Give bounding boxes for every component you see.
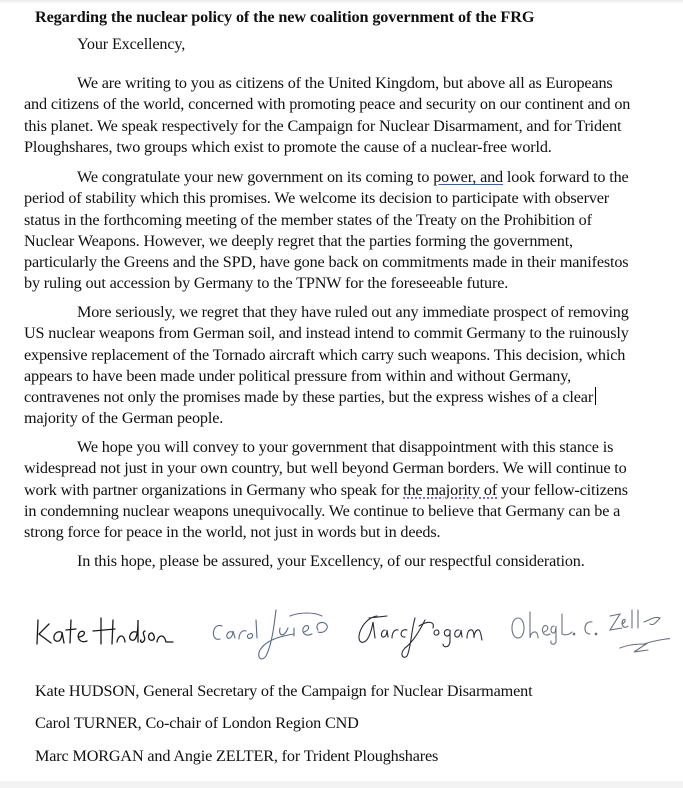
text-line: particularly the Greens and the SPD, have gone back on commitments made in their manifestos xyxy=(24,253,629,272)
paragraph-1 xyxy=(24,73,664,158)
text-line: Ploughshares, two groups which exist to promote the cause of a nuclear-free world. xyxy=(24,137,552,156)
page-bottom-edge xyxy=(0,781,683,788)
text-line: widespread not just in your own country, but well beyond German borders. We will continue to xyxy=(24,459,627,478)
text-segment: We congratulate your new government on its coming to xyxy=(77,168,434,186)
signatory-3: Marc MORGAN and Angie ZELTER, for Trident Ploughshares xyxy=(35,747,439,765)
text-segment: work with partner organizations in Germany who speak for xyxy=(24,480,404,499)
text-cursor xyxy=(595,387,596,405)
text-line: appears to have been made under political pressure from within and without Germany, xyxy=(24,366,572,385)
signature-carol-turner xyxy=(210,606,355,664)
text-segment: your fellow-citizens xyxy=(497,480,628,499)
text-line: by ruling out accession by Germany to the TPNW for the foreseeable future. xyxy=(24,274,509,293)
paragraph-2 xyxy=(24,167,664,295)
text-line: period of stability which this promises. We welcome its decision to participate with observer xyxy=(24,189,610,208)
signature-marc-morgan xyxy=(355,608,495,662)
salutation-text: Your Excellency, xyxy=(77,35,186,53)
text-line xyxy=(24,167,664,188)
text-segment: look forward to the xyxy=(503,168,629,186)
text-line xyxy=(24,480,664,501)
text-line: strong force for peace in the world, not just in words but in deeds. xyxy=(24,523,441,542)
signature-angie-zelter xyxy=(510,604,670,664)
salutation xyxy=(24,34,664,55)
text-segment: contravenes not only the promises made by these parties, but the express wishes of a clear xyxy=(24,388,594,407)
paragraph-3 xyxy=(24,302,664,430)
text-line: status in the forthcoming meeting of the member states of the Treaty on the Prohibition of xyxy=(24,210,592,229)
text-line: Nuclear Weapons. However, we deeply regret that the parties forming the government, xyxy=(24,231,573,250)
signatures-row xyxy=(30,604,670,664)
closing xyxy=(24,551,664,572)
text-line xyxy=(24,387,664,408)
text-line: We are writing to you as citizens of the United Kingdom, but above all as Europeans xyxy=(77,74,613,92)
style-suggestion[interactable]: the majority of xyxy=(403,480,498,499)
closing-text: In this hope, please be assured, your Excellency, of our respectful consideration. xyxy=(77,552,585,570)
text-line: majority of the German people. xyxy=(24,409,224,428)
text-line: US nuclear weapons from German soil, and instead intend to commit Germany to the ruinously xyxy=(24,324,629,343)
text-line: expensive replacement of the Tornado aircraft which carry such weapons. This decision, which xyxy=(24,345,626,364)
text-line: We hope you will convey to your government that disappointment with this stance is xyxy=(77,438,614,456)
text-line: and citizens of the world, concerned with promoting peace and security on our continent and on xyxy=(24,95,631,114)
signature-kate-hudson xyxy=(35,612,175,652)
document-title: Regarding the nuclear policy of the new coalition government of the FRG xyxy=(35,8,535,26)
signatory-1: Kate HUDSON, General Secretary of the Campaign for Nuclear Disarmament xyxy=(35,682,533,700)
text-line: More seriously, we regret that they have ruled out any immediate prospect of removing xyxy=(77,303,629,321)
text-line: in condemning nuclear weapons unequivocally. We continue to believe that Germany can be a xyxy=(24,501,621,520)
paragraph-4 xyxy=(24,437,664,543)
grammar-suggestion[interactable]: power, and xyxy=(433,168,504,186)
signatory-2: Carol TURNER, Co-chair of London Region CND xyxy=(35,714,359,732)
top-shadow xyxy=(0,0,683,4)
text-line: this planet. We speak respectively for the Campaign for Nuclear Disarmament, and for Trident xyxy=(24,116,622,135)
